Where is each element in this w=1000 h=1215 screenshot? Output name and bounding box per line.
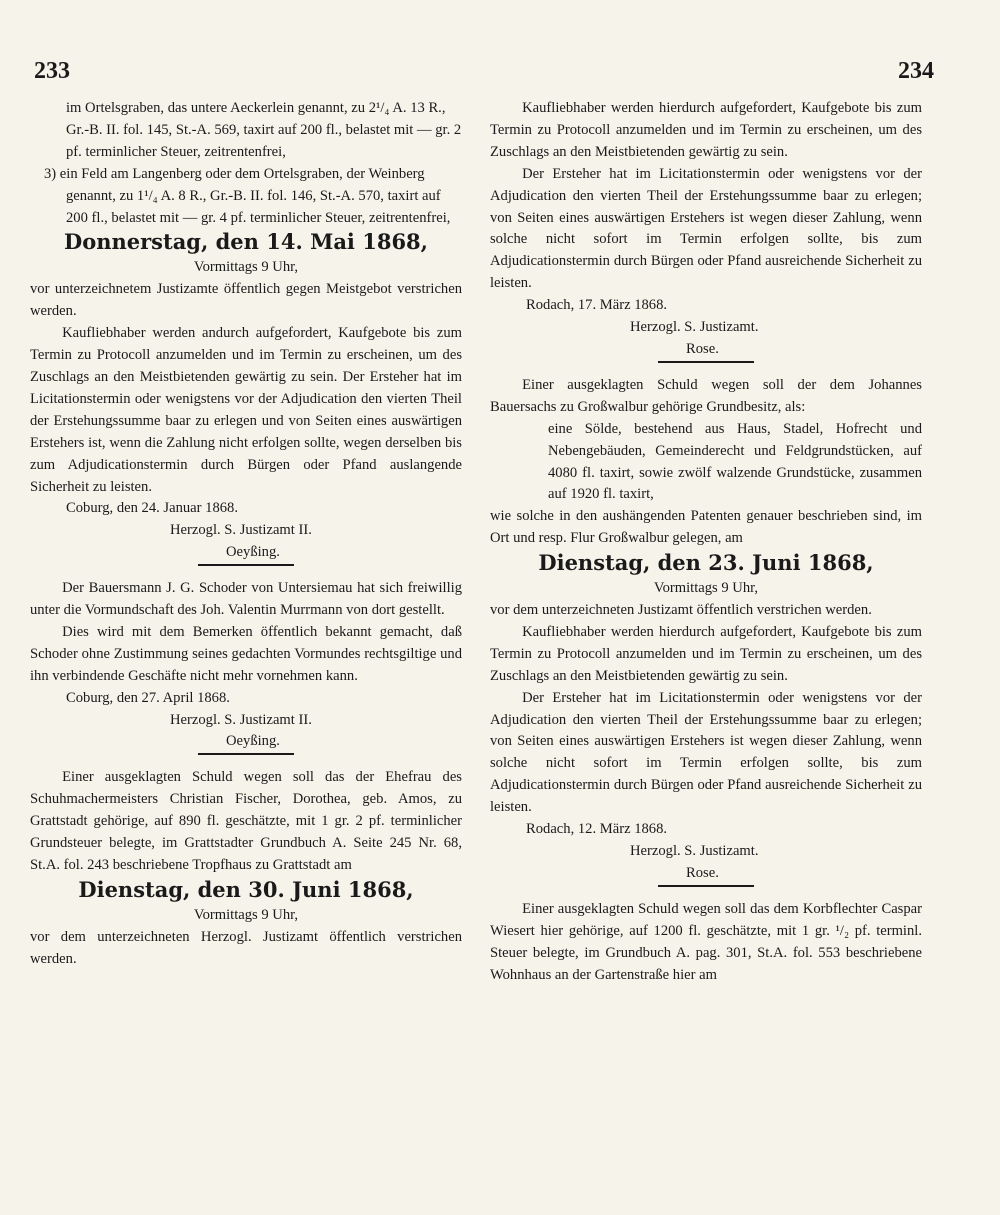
official-name: Oeyßing. xyxy=(226,544,280,561)
right-column xyxy=(490,98,922,986)
paragraph: Kaufliebhaber werden hierdurch aufgefordert, Kaufgebote bis zum Termin zu Protocoll anzumelden und im Termin zu erscheinen, um des Zuschlags an den Meistbietenden gewärtig zu sein. xyxy=(490,100,922,160)
official-name: Rose. xyxy=(686,864,719,881)
paragraph: Dies wird mit dem Bemerken öffentlich bekannt gemacht, daß Schoder ohne Zustimmung seines gedachten Vormundes rechtsgiltige und ihn verbindende Geschäfte nicht mehr vornehmen kann. xyxy=(30,623,462,684)
paragraph: vor unterzeichnetem Justizamte öffentlich gegen Meistgebot verstrichen werden. xyxy=(30,281,462,320)
court-signature: Herzogl. S. Justizamt. xyxy=(630,843,759,859)
paragraph: wie solche in den aushängenden Patenten genauer beschrieben sind, im Ort und resp. Flur Großwalbur gelegen, am xyxy=(490,508,922,547)
paragraph: im Ortelsgraben, das untere Aeckerlein genannt, zu 2¹/₄ A. 13 R., Gr.-B. II. fol. 145, St.-A. 569, taxirt auf 200 fl., belastet mit — gr. 2 pf. terminlicher Steuer, zeitrentenfrei, xyxy=(66,100,462,160)
paragraph: Einer ausgeklagten Schuld wegen soll das dem Korbflechter Caspar Wiesert hier gehörige, auf 1200 fl. geschätzte, mit 1 gr. ¹/₂ pf. terminl. Steuer belegte, im Grundbuch A. pag. 301, St.A. fol. 553 beschriebene Wohnhaus an der Gartenstraße hier am xyxy=(490,900,922,983)
place-date-line: Rodach, 12. März 1868. xyxy=(526,821,668,838)
court-signature: Herzogl. S. Justizamt. xyxy=(630,319,759,336)
paragraph: vor dem unterzeichneten Herzogl. Justizamt öffentlich verstrichen werden. xyxy=(30,928,462,967)
paragraph: Kaufliebhaber werden hierdurch aufgefordert, Kaufgebote bis zum Termin zu Protocoll anzumelden und im Termin zu erscheinen, um des Zuschlags an den Meistbietenden gewärtig zu sein. xyxy=(490,623,922,684)
paragraph: Der Ersteher hat im Licitationstermin oder wenigstens vor der Adjudication den vierten Theil der Erstehungssumme baar zu erlegen; von Seiten eines auswärtigen Erstehers ist wegen dieser Zahlung, wenn solche nicht sofort im Termin erfolgen sollte, bis zum Adjudicationstermin durch Bürgen oder Pfand ausreichende Sicherheit zu leisten. xyxy=(490,165,922,292)
paragraph: 3) ein Feld am Langenberg oder dem Ortelsgraben, der Weinberg genannt, zu 1¹/₄ A. 8 R., Gr.-B. II. fol. 146, St.-A. 570, taxirt auf 200 fl., belastet mit — gr. 4 pf. terminlicher Steuer, zeitrentenfrei, xyxy=(44,165,451,226)
section-divider xyxy=(198,753,294,755)
section-divider xyxy=(198,564,294,566)
page-number-left: 233 xyxy=(34,58,70,84)
paragraph: Einer ausgeklagten Schuld wegen soll das der Ehefrau des Schuhmachermeisters Christian Fischer, Dorothea, geb. Amos, zu Grattstadt gehörige, auf 890 fl. geschätzte, mit 1 gr. 2 pf. terminlicher Grundsteuer belegte, im Grattstadter Grundbuch A. Seite 245 Nr. 68, St.A. fol. 243 beschriebene Tropfhaus zu Grattstadt am xyxy=(30,769,462,873)
place-date-line: Coburg, den 27. April 1868. xyxy=(66,689,230,706)
court-signature: Herzogl. S. Justizamt II. xyxy=(170,711,312,728)
auction-time: Vormittags 9 Uhr, xyxy=(193,259,299,276)
auction-date-heading: Dienstag, den 30. Juni 1868, xyxy=(78,876,414,902)
paragraph: Der Ersteher hat im Licitationstermin oder wenigstens vor der Adjudication den vierten Theil der Erstehungssumme baar zu erlegen; von Seiten eines auswärtigen Erstehers ist wegen dieser Zahlung, wenn solche nicht sofort im Termin erfolgen sollte, bis zum Adjudicationstermin durch Bürgen oder Pfand ausreichende Sicherheit zu leisten. xyxy=(490,689,922,816)
place-date-line: Coburg, den 24. Januar 1868. xyxy=(66,500,238,517)
auction-date-heading: Dienstag, den 23. Juni 1868, xyxy=(538,550,874,576)
paragraph: Der Bauersmann J. G. Schoder von Untersiemau hat sich freiwillig unter die Vormundschaft des Joh. Valentin Murrmann von dort gestellt. xyxy=(30,580,462,619)
official-name: Rose. xyxy=(686,340,719,357)
auction-time: Vormittags 9 Uhr, xyxy=(193,906,299,923)
section-divider xyxy=(658,885,754,887)
paragraph: Kaufliebhaber werden andurch aufgefordert, Kaufgebote bis zum Termin zu Protocoll anzumelden und im Termin zu erscheinen, um des Zuschlags an den Meistbietenden gewärtig zu sein. Der Ersteher hat im Licitationstermin oder wenigstens vor der Adjudication den vierten Theil der Erstehungssumme baar zu erlegen und von Seiten eines auswärtigen Erstehers ist, wenn die Zahlung nicht erfolgen sollte, wegen derselben bis zum Adjudicationstermin durch Bürgen oder Pfand auslangende Sicherheit zu leisten. xyxy=(30,325,462,495)
page-number-right: 234 xyxy=(898,58,934,84)
court-signature: Herzogl. S. Justizamt II. xyxy=(170,522,312,539)
paragraph: vor dem unterzeichneten Justizamt öffentlich verstrichen werden. xyxy=(490,602,872,619)
section-divider xyxy=(658,361,754,363)
left-column xyxy=(30,98,462,971)
paragraph: Einer ausgeklagten Schuld wegen soll der dem Johannes Bauersachs zu Großwalbur gehörige Grundbesitz, als: xyxy=(490,376,922,415)
paragraph: eine Sölde, bestehend aus Haus, Stadel, Hofrecht und Nebengebäuden, Gemeinderecht und Feldgrundstücken, auf 4080 fl. taxirt, sowie zwölf walzende Grundstücke, zusammen auf 1920 fl. taxirt, xyxy=(548,420,922,503)
auction-time: Vormittags 9 Uhr, xyxy=(653,580,759,597)
auction-date-heading: Donnerstag, den 14. Mai 1868, xyxy=(64,229,428,255)
place-date-line: Rodach, 17. März 1868. xyxy=(526,297,668,314)
official-name: Oeyßing. xyxy=(226,733,280,750)
